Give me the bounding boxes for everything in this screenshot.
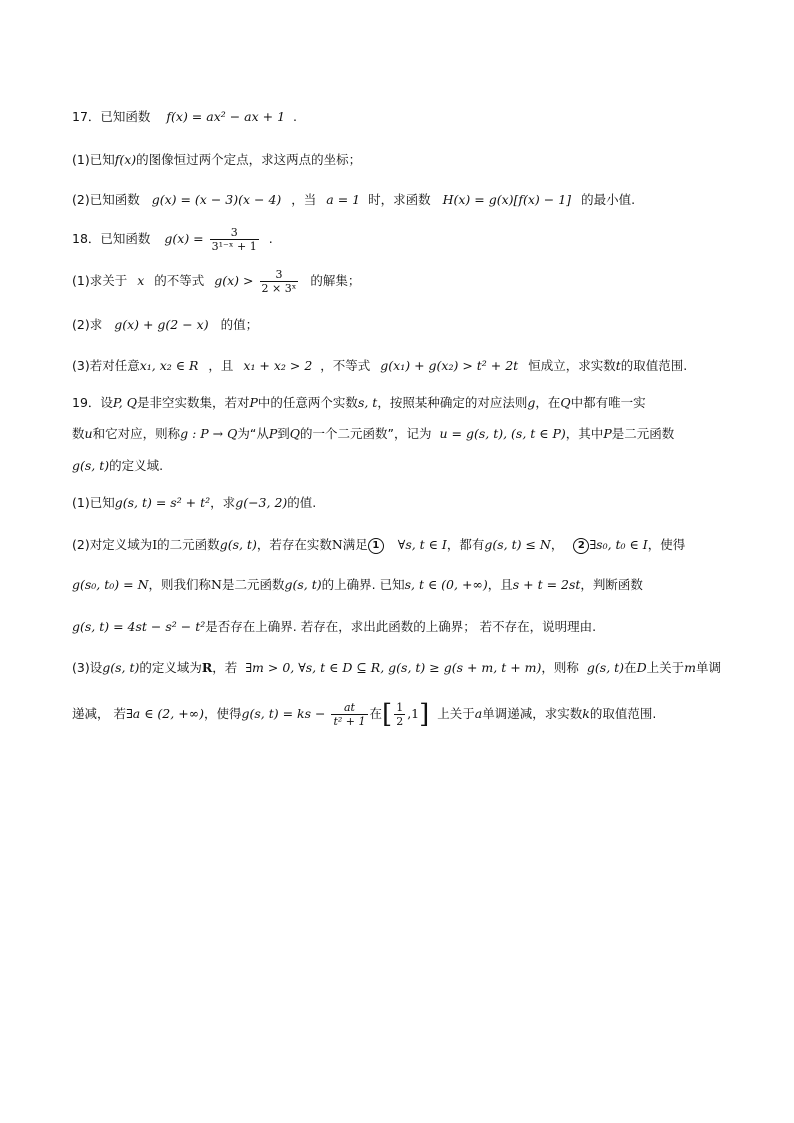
text-segment: 1: [396, 701, 404, 714]
text-segment: ，: [550, 537, 564, 552]
text-segment: ∃s₀, t₀ ∈ I: [589, 537, 648, 552]
q18-p3-text: (3)若对任意: [72, 358, 140, 373]
text-segment: g(−3, 2): [235, 495, 288, 510]
punctuation: .: [293, 109, 298, 124]
q18-p1-ineq: g(x) >: [214, 273, 254, 288]
q17-p2-text2: ，当: [291, 192, 317, 207]
q19-part2-line1: [72, 536, 685, 554]
q19-part2-line2: [72, 576, 643, 594]
text-segment: 单调: [695, 660, 721, 675]
text-segment: 和它对应，则称: [92, 426, 181, 441]
text-segment: 中都有唯一实: [570, 395, 646, 410]
text-segment: g(s, t): [102, 660, 140, 675]
text-segment: 上关于: [646, 660, 685, 675]
text-segment: ，按照某种确定的对应法则: [377, 395, 528, 410]
q19-part2-line3: [72, 618, 596, 636]
text-segment: ，使得: [647, 537, 686, 552]
text-segment: 2: [396, 715, 404, 728]
q18-p2-text: (2)求: [72, 317, 103, 332]
text-segment: 是二元函数: [221, 577, 285, 592]
q18-p3-ineq: g(x₁) + g(x₂) > t² + 2t: [380, 358, 519, 373]
q19-p1-g: g(s, t) = s² + t²: [114, 495, 211, 510]
text-segment: 为“从: [237, 426, 269, 441]
text-segment: u: [84, 426, 93, 441]
text-segment: 上关于: [437, 706, 475, 721]
q18-p3-t: t: [615, 358, 621, 373]
text-segment: k: [582, 706, 590, 721]
text-segment: Q: [289, 426, 301, 441]
q19-PQ: P, Q: [112, 395, 137, 410]
text-segment: ∃a ∈ (2, +∞): [125, 706, 204, 721]
text-segment: ,1: [407, 706, 420, 721]
q17-p2-text: (2)已知函数: [72, 192, 140, 207]
q19-stem-line1: [72, 394, 646, 412]
q17-p2-g: g(x) = (x − 3)(x − 4): [151, 192, 282, 207]
text-segment: t² + 1: [333, 715, 366, 728]
text-segment: N: [331, 537, 343, 552]
text-segment: ∀s, t ∈ I: [397, 537, 447, 552]
text-segment: 数: [72, 426, 85, 441]
q18-part1: [72, 268, 360, 295]
q17-part1: [72, 151, 361, 169]
text-segment: g(s, t) = ks −: [241, 706, 326, 721]
q18-g-lhs: g(x) =: [164, 231, 204, 246]
text-segment: 是否存在上确界. 若存在，求出此函数的上确界； 若不存在，说明理由.: [205, 619, 597, 634]
q18-p1-text3: 的解集；: [310, 273, 361, 288]
q18-g-den: 3¹⁻ˣ + 1: [211, 240, 257, 253]
q17-formula: f(x) = ax² − ax + 1: [166, 109, 286, 124]
text-segment: ，若: [212, 660, 238, 675]
q18-p3-sum: x₁ + x₂ > 2: [243, 358, 313, 373]
q17-head: 17．已知函数: [72, 109, 151, 124]
q18-stem: [72, 226, 273, 253]
text-segment: 到: [277, 426, 290, 441]
text-segment: a: [474, 706, 483, 721]
q18-p1-num: 3: [260, 268, 299, 282]
q17-p1-math: f(x): [114, 152, 137, 167]
q17-stem: [72, 108, 297, 126]
q18-p1-den: 2 × 3ˣ: [261, 282, 297, 295]
q17-part2: [72, 191, 635, 209]
q19-part1: [72, 494, 316, 512]
text-segment: g(s₀, t₀) = N: [72, 577, 149, 592]
text-segment: 在: [369, 706, 383, 721]
text-segment: s, t ∈ (0, +∞): [404, 577, 488, 592]
text-segment: P: [249, 395, 258, 410]
text-segment: m: [684, 660, 696, 675]
text-segment: 的上确界. 已知: [321, 577, 405, 592]
text-segment: ，其中: [565, 426, 604, 441]
text-segment: 单调递减，求实数: [482, 706, 583, 721]
text-segment: ，则我们称: [148, 577, 212, 592]
q17-p2-text4: 的最小值.: [581, 192, 636, 207]
text-segment: ，使得: [203, 706, 242, 721]
text-segment: (1)已知: [72, 495, 115, 510]
text-segment: ，则称: [541, 660, 579, 675]
text-segment: 的定义域为: [139, 660, 202, 675]
text-segment: 19．设: [72, 395, 113, 410]
text-segment: 是非空实数集，若对: [136, 395, 250, 410]
q19-p3-half: [394, 701, 405, 728]
q17-p2-a: a = 1: [326, 192, 361, 207]
text-segment: ，在: [535, 395, 561, 410]
text-segment: 在: [624, 660, 637, 675]
q18-g-num: 3: [210, 226, 259, 240]
q18-p1-text: (1)求关于: [72, 273, 128, 288]
text-segment: P: [268, 426, 278, 441]
text-segment: ，且: [487, 577, 513, 592]
text-segment: s, t: [357, 395, 378, 410]
text-segment: 的二元函数: [157, 537, 220, 552]
text-segment: g(s, t): [72, 458, 110, 473]
text-segment: Q: [560, 395, 571, 410]
text-segment: 的一个二元函数”，记为: [300, 426, 432, 441]
q18-p1-fraction: [260, 268, 299, 295]
circle-number-1: 1: [368, 538, 384, 554]
q18-p3-text2: ，且: [208, 358, 234, 373]
text-segment: ，判断函数: [580, 577, 643, 592]
text-segment: N: [211, 577, 222, 592]
punctuation: ]: [419, 699, 430, 730]
q18-p1-text2: 的不等式: [154, 273, 205, 288]
text-segment: 的定义域.: [109, 458, 164, 473]
text-segment: P: [603, 426, 612, 441]
punctuation: .: [268, 231, 273, 246]
text-segment: 是二元函数: [611, 426, 675, 441]
text-segment: s + t = 2st: [512, 577, 581, 592]
text-segment: at: [331, 701, 367, 715]
q19-u-def: u = g(s, t), (s, t ∈ P): [439, 426, 566, 441]
text-segment: ，都有: [446, 537, 485, 552]
q18-head: 18．已知函数: [72, 231, 151, 246]
text-segment: g(s, t) = 4st − s² − t²: [72, 619, 206, 634]
text-segment: g: [527, 395, 536, 410]
text-segment: 满足: [342, 537, 368, 552]
q19-p3-fraction: [331, 701, 367, 728]
q17-p1-text: (1)已知: [72, 152, 115, 167]
q18-p2-text2: 的值；: [220, 317, 259, 332]
text-segment: 的值.: [287, 495, 317, 510]
text-segment: I: [152, 537, 158, 552]
q18-part3: [72, 357, 687, 375]
text-segment: g(s, t): [586, 660, 625, 675]
text-segment: R: [201, 660, 213, 675]
q18-p1-x: x: [137, 273, 145, 288]
text-segment: (2)对定义域为: [72, 537, 153, 552]
q17-p2-text3: 时，求函数: [368, 192, 431, 207]
q18-p3-x12: x₁, x₂ ∈ R: [139, 358, 199, 373]
q19-stem-line2: [72, 425, 674, 443]
text-segment: (3)设: [72, 660, 103, 675]
q18-p3-text5: 的取值范围.: [620, 358, 688, 373]
text-segment: g(s, t): [284, 577, 322, 592]
q18-g-fraction: [210, 226, 259, 253]
text-segment: g : P → Q: [180, 426, 238, 441]
text-segment: D: [636, 660, 647, 675]
q19-part3-line2: [72, 699, 656, 730]
text-segment: g(s, t) ≤ N: [484, 537, 551, 552]
text-segment: 的取值范围.: [589, 706, 657, 721]
q18-p2-math: g(x) + g(2 − x): [114, 317, 209, 332]
q18-p3-text3: ，不等式: [320, 358, 371, 373]
q19-p3-condition: ∃m > 0, ∀s, t ∈ D ⊆ R, g(s, t) ≥ g(s + m, t + m): [245, 660, 542, 675]
text-segment: g(s, t): [219, 537, 257, 552]
q19-part3-line1: [72, 659, 721, 677]
q19-stem-line3: [72, 457, 163, 475]
q18-part2: [72, 316, 258, 334]
circle-number-2: 2: [573, 538, 589, 554]
text-segment: ，若存在实数: [256, 537, 332, 552]
text-segment: 递减， 若: [72, 706, 126, 721]
text-segment: 中的任意两个实数: [257, 395, 358, 410]
q18-p3-text4: 恒成立，求实数: [528, 358, 616, 373]
text-segment: ，求: [210, 495, 236, 510]
q17-p2-H: H(x) = g(x)[f(x) − 1]: [442, 192, 572, 207]
punctuation: [: [382, 699, 393, 730]
q17-p1-text2: 的图像恒过两个定点，求这两点的坐标；: [136, 152, 362, 167]
